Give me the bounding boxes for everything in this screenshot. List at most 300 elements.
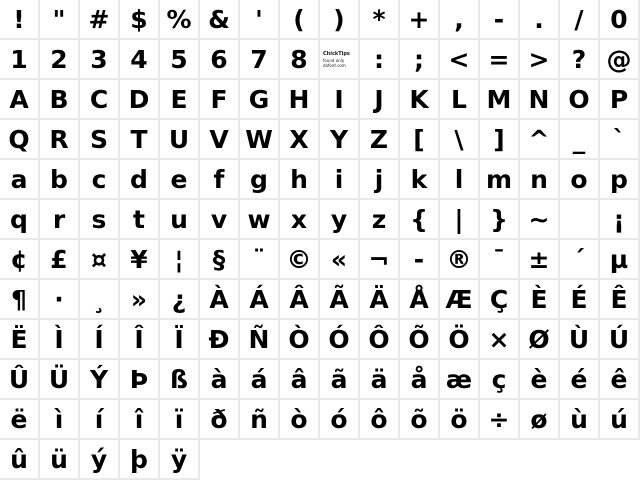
glyph: W: [245, 125, 273, 154]
glyph-cell: [160, 280, 200, 320]
glyph-cell: [240, 0, 280, 40]
glyph: Ë: [10, 325, 28, 354]
glyph: c: [91, 165, 107, 194]
glyph: ,: [454, 5, 464, 34]
glyph: ï: [174, 405, 184, 434]
glyph: Ý: [89, 365, 109, 394]
glyph: :: [374, 45, 384, 74]
glyph-cell: [280, 320, 320, 360]
glyph-cell: [200, 160, 240, 200]
glyph-cell: [120, 280, 160, 320]
glyph-cell: [480, 240, 520, 280]
glyph: Á: [249, 285, 269, 314]
glyph: 7: [250, 45, 268, 74]
charmap-row: [0, 280, 640, 320]
glyph: .: [534, 5, 544, 34]
glyph-cell: [160, 160, 200, 200]
glyph-cell: [240, 280, 280, 320]
glyph: Ü: [48, 365, 70, 394]
glyph-cell: [400, 120, 440, 160]
glyph: m: [485, 165, 513, 194]
glyph-cell: [560, 120, 600, 160]
glyph-cell: [160, 80, 200, 120]
glyph-cell: [320, 200, 360, 240]
charmap-row: [0, 200, 640, 240]
glyph: ó: [330, 405, 348, 434]
glyph-cell: [280, 240, 320, 280]
glyph: å: [410, 365, 428, 394]
glyph-cell: [280, 160, 320, 200]
charmap-row: [0, 120, 640, 160]
glyph: ¥: [130, 245, 148, 274]
glyph-cell: [280, 80, 320, 120]
empty-cell: [560, 200, 600, 240]
glyph-cell: [200, 400, 240, 440]
glyph: ¢: [10, 245, 28, 274]
glyph: 0: [610, 5, 628, 34]
glyph-cell: [40, 200, 80, 240]
glyph: 1: [10, 45, 28, 74]
glyph-cell: [240, 400, 280, 440]
glyph-cell: [320, 360, 360, 400]
glyph-cell: [280, 120, 320, 160]
glyph: â: [290, 365, 308, 394]
glyph-cell: [520, 360, 560, 400]
glyph: 3: [90, 45, 108, 74]
glyph-cell: [480, 360, 520, 400]
glyph-cell: [280, 280, 320, 320]
glyph-cell: [400, 40, 440, 80]
glyph: Ê: [610, 285, 628, 314]
glyph-cell: [320, 280, 360, 320]
glyph: E: [170, 85, 188, 114]
glyph-cell: [400, 240, 440, 280]
glyph-cell: [160, 400, 200, 440]
glyph-cell: [560, 280, 600, 320]
glyph: ): [333, 5, 345, 34]
charmap-row: [0, 400, 640, 440]
glyph: C: [89, 85, 109, 114]
glyph: Õ: [408, 325, 430, 354]
glyph: P: [609, 85, 629, 114]
glyph-cell: [440, 0, 480, 40]
glyph: &: [208, 5, 230, 34]
glyph-cell: [240, 240, 280, 280]
glyph-cell: [400, 320, 440, 360]
glyph-cell: [200, 80, 240, 120]
glyph-cell: [160, 320, 200, 360]
glyph-cell: [560, 360, 600, 400]
glyph-cell: [40, 360, 80, 400]
glyph: ò: [290, 405, 308, 434]
glyph: Ï: [174, 325, 184, 354]
glyph-cell: [360, 160, 400, 200]
glyph-cell: [0, 160, 40, 200]
glyph-cell: [120, 360, 160, 400]
glyph-cell: [560, 240, 600, 280]
glyph-cell: [600, 320, 640, 360]
glyph: +: [408, 5, 430, 34]
glyph-cell: [440, 200, 480, 240]
glyph: (: [293, 5, 305, 34]
glyph: 6: [210, 45, 228, 74]
glyph: h: [290, 165, 308, 194]
glyph-cell: [440, 160, 480, 200]
glyph-cell: [520, 80, 560, 120]
glyph: N: [528, 85, 550, 114]
glyph: ÿ: [170, 445, 188, 474]
glyph-cell: [440, 120, 480, 160]
glyph-cell: [240, 360, 280, 400]
glyph: X: [289, 125, 309, 154]
glyph: D: [128, 85, 150, 114]
glyph-cell: [600, 240, 640, 280]
glyph-cell: [240, 320, 280, 360]
glyph: É: [570, 285, 588, 314]
glyph-cell: [160, 200, 200, 240]
glyph: Ù: [568, 325, 590, 354]
glyph-cell: [80, 40, 120, 80]
glyph: >: [528, 45, 550, 74]
glyph: r: [52, 205, 66, 234]
glyph: ×: [488, 325, 510, 354]
glyph-cell: [80, 440, 120, 480]
glyph-cell: [520, 320, 560, 360]
glyph-cell: [480, 160, 520, 200]
glyph: K: [409, 85, 429, 114]
glyph-cell: [200, 120, 240, 160]
glyph: H: [288, 85, 310, 114]
glyph: f: [213, 165, 225, 194]
glyph: Ó: [328, 325, 350, 354]
glyph-cell: [0, 0, 40, 40]
glyph: ': [255, 5, 263, 34]
glyph: 2: [50, 45, 68, 74]
glyph-cell: [40, 0, 80, 40]
glyph: G: [248, 85, 270, 114]
glyph-cell: [320, 120, 360, 160]
glyph-cell: [440, 80, 480, 120]
glyph: -: [493, 5, 505, 34]
glyph: µ: [609, 245, 629, 274]
glyph: !: [13, 5, 25, 34]
glyph: ?: [571, 45, 587, 74]
glyph: S: [89, 125, 108, 154]
glyph: á: [250, 365, 268, 394]
glyph: b: [50, 165, 68, 194]
glyph-cell: [600, 280, 640, 320]
glyph: /: [574, 5, 584, 34]
glyph-cell: [360, 80, 400, 120]
glyph: ä: [370, 365, 388, 394]
glyph-cell: [240, 120, 280, 160]
glyph: Î: [134, 325, 144, 354]
glyph-cell: [0, 440, 40, 480]
glyph-cell: [520, 40, 560, 80]
glyph-cell: [280, 0, 320, 40]
glyph-cell: [80, 200, 120, 240]
glyph-cell: [400, 280, 440, 320]
glyph: M: [486, 85, 512, 114]
glyph: B: [49, 85, 69, 114]
glyph-cell: [80, 360, 120, 400]
glyph-cell: [160, 0, 200, 40]
glyph: Ú: [608, 325, 630, 354]
glyph-cell: [200, 200, 240, 240]
glyph-cell: [280, 40, 320, 80]
glyph: ö: [450, 405, 468, 434]
glyph: w: [247, 205, 271, 234]
glyph: T: [130, 125, 148, 154]
glyph: O: [568, 85, 590, 114]
glyph-cell: [600, 360, 640, 400]
glyph: <: [448, 45, 470, 74]
glyph-cell: [120, 120, 160, 160]
glyph: ¡: [613, 205, 625, 234]
glyph-cell: [200, 40, 240, 80]
glyph: }: [490, 205, 508, 234]
glyph-cell: [280, 360, 320, 400]
glyph-cell: [0, 120, 40, 160]
glyph: \: [454, 125, 464, 154]
glyph: ¤: [91, 245, 107, 274]
glyph: ": [52, 5, 66, 34]
glyph: ü: [50, 445, 68, 474]
glyph: J: [374, 85, 384, 114]
glyph: x: [290, 205, 308, 234]
glyph-cell: [600, 80, 640, 120]
glyph: ì: [54, 405, 64, 434]
glyph-cell: [40, 320, 80, 360]
glyph: R: [49, 125, 69, 154]
glyph-cell: [360, 240, 400, 280]
glyph: ¨: [252, 245, 266, 274]
glyph-cell: [160, 40, 200, 80]
glyph-cell: [440, 240, 480, 280]
glyph-cell: [280, 400, 320, 440]
glyph-cell: [160, 440, 200, 480]
glyph: $: [130, 5, 148, 34]
glyph-cell: [560, 320, 600, 360]
glyph-cell: [360, 120, 400, 160]
glyph: Z: [369, 125, 389, 154]
charmap-row: [0, 440, 640, 480]
glyph: Ç: [489, 285, 509, 314]
glyph: -: [413, 245, 425, 274]
glyph-cell: [320, 400, 360, 440]
glyph: ý: [90, 445, 108, 474]
glyph-cell: [600, 40, 640, 80]
glyph-cell: [80, 400, 120, 440]
glyph-cell: [360, 200, 400, 240]
glyph: n: [530, 165, 548, 194]
glyph: æ: [445, 365, 473, 394]
glyph-cell: [360, 40, 400, 80]
glyph-cell: [440, 40, 480, 80]
glyph: d: [130, 165, 148, 194]
glyph-cell: [320, 0, 360, 40]
glyph: ;: [414, 45, 424, 74]
glyph: ^: [528, 125, 550, 154]
glyph-cell: [80, 120, 120, 160]
glyph: ¦: [174, 245, 184, 274]
glyph-cell: [440, 400, 480, 440]
glyph-cell: [0, 400, 40, 440]
glyph: ß: [170, 365, 188, 394]
glyph-cell: [360, 400, 400, 440]
glyph: 8: [290, 45, 308, 74]
glyph: ]: [493, 125, 505, 154]
glyph-cell: [520, 200, 560, 240]
glyph: u: [170, 205, 188, 234]
font-note-cell: [320, 40, 360, 80]
glyph: l: [454, 165, 464, 194]
glyph-cell: [240, 80, 280, 120]
glyph-cell: [400, 160, 440, 200]
glyph: Æ: [445, 285, 473, 314]
glyph: U: [168, 125, 190, 154]
glyph: _: [572, 125, 586, 154]
glyph-cell: [40, 120, 80, 160]
glyph-cell: [600, 120, 640, 160]
glyph: È: [530, 285, 548, 314]
glyph: í: [94, 405, 104, 434]
glyph: ô: [370, 405, 388, 434]
glyph-cell: [160, 120, 200, 160]
glyph-cell: [480, 320, 520, 360]
glyph-cell: [0, 80, 40, 120]
glyph-cell: [240, 160, 280, 200]
glyph-cell: [120, 200, 160, 240]
glyph-cell: [240, 40, 280, 80]
glyph: ·: [54, 285, 64, 314]
glyph-cell: [400, 360, 440, 400]
glyph: `: [612, 125, 626, 154]
glyph: ë: [10, 405, 28, 434]
glyph-cell: [0, 280, 40, 320]
glyph-cell: [440, 320, 480, 360]
glyph: 4: [130, 45, 148, 74]
glyph-cell: [320, 80, 360, 120]
glyph-cell: [120, 40, 160, 80]
glyph-cell: [80, 0, 120, 40]
glyph-cell: [520, 160, 560, 200]
glyph-cell: [120, 400, 160, 440]
glyph: i: [334, 165, 344, 194]
glyph: Ñ: [248, 325, 270, 354]
font-note-line: dafont.com: [323, 62, 346, 68]
glyph-cell: [480, 80, 520, 120]
glyph: y: [330, 205, 348, 234]
glyph-cell: [160, 360, 200, 400]
glyph: ð: [210, 405, 228, 434]
glyph-cell: [600, 400, 640, 440]
font-note-line: ChickTips: [323, 50, 350, 57]
glyph: s: [91, 205, 107, 234]
glyph: Ò: [288, 325, 310, 354]
glyph-cell: [200, 280, 240, 320]
glyph-cell: [360, 280, 400, 320]
glyph-cell: [120, 0, 160, 40]
glyph-cell: [520, 120, 560, 160]
glyph: é: [570, 365, 588, 394]
glyph: ~: [528, 205, 550, 234]
glyph: è: [530, 365, 548, 394]
charmap-row: [0, 360, 640, 400]
glyph: g: [250, 165, 268, 194]
glyph-cell: [480, 40, 520, 80]
glyph-cell: [0, 320, 40, 360]
glyph: Û: [8, 365, 30, 394]
glyph-cell: [480, 0, 520, 40]
glyph: Í: [94, 325, 104, 354]
glyph: |: [454, 205, 464, 234]
glyph: Ã: [329, 285, 349, 314]
glyph: a: [10, 165, 28, 194]
glyph: F: [210, 85, 228, 114]
glyph-cell: [200, 0, 240, 40]
glyph-cell: [160, 240, 200, 280]
glyph-cell: [600, 200, 640, 240]
glyph: t: [133, 205, 145, 234]
glyph-cell: [80, 80, 120, 120]
glyph-cell: [120, 240, 160, 280]
glyph: õ: [410, 405, 428, 434]
glyph: ¿: [171, 285, 187, 314]
glyph: ¬: [368, 245, 390, 274]
glyph-cell: [280, 200, 320, 240]
charmap-row: [0, 160, 640, 200]
glyph: à: [210, 365, 228, 394]
glyph: Y: [329, 125, 349, 154]
glyph-cell: [120, 80, 160, 120]
glyph-cell: [360, 0, 400, 40]
glyph-cell: [40, 40, 80, 80]
glyph: Ð: [208, 325, 230, 354]
glyph: ÷: [488, 405, 510, 434]
glyph: q: [10, 205, 28, 234]
glyph: ©: [286, 245, 312, 274]
glyph: Ä: [369, 285, 389, 314]
glyph-cell: [560, 400, 600, 440]
glyph-cell: [200, 360, 240, 400]
glyph: p: [610, 165, 628, 194]
glyph-cell: [120, 320, 160, 360]
glyph: Ø: [528, 325, 550, 354]
glyph-cell: [240, 200, 280, 240]
glyph: v: [210, 205, 228, 234]
glyph: I: [334, 85, 344, 114]
glyph: Þ: [129, 365, 149, 394]
glyph: [: [413, 125, 425, 154]
glyph-cell: [80, 240, 120, 280]
glyph: ñ: [250, 405, 268, 434]
glyph: @: [606, 45, 632, 74]
glyph-cell: [520, 400, 560, 440]
glyph: %: [166, 5, 192, 34]
charmap-row: [0, 240, 640, 280]
glyph-cell: [560, 160, 600, 200]
glyph: £: [50, 245, 68, 274]
glyph: û: [10, 445, 28, 474]
glyph-cell: [560, 80, 600, 120]
glyph-cell: [40, 400, 80, 440]
glyph: L: [451, 85, 467, 114]
glyph: ú: [610, 405, 628, 434]
glyph: ¯: [492, 245, 506, 274]
glyph: {: [410, 205, 428, 234]
glyph: ã: [330, 365, 348, 394]
